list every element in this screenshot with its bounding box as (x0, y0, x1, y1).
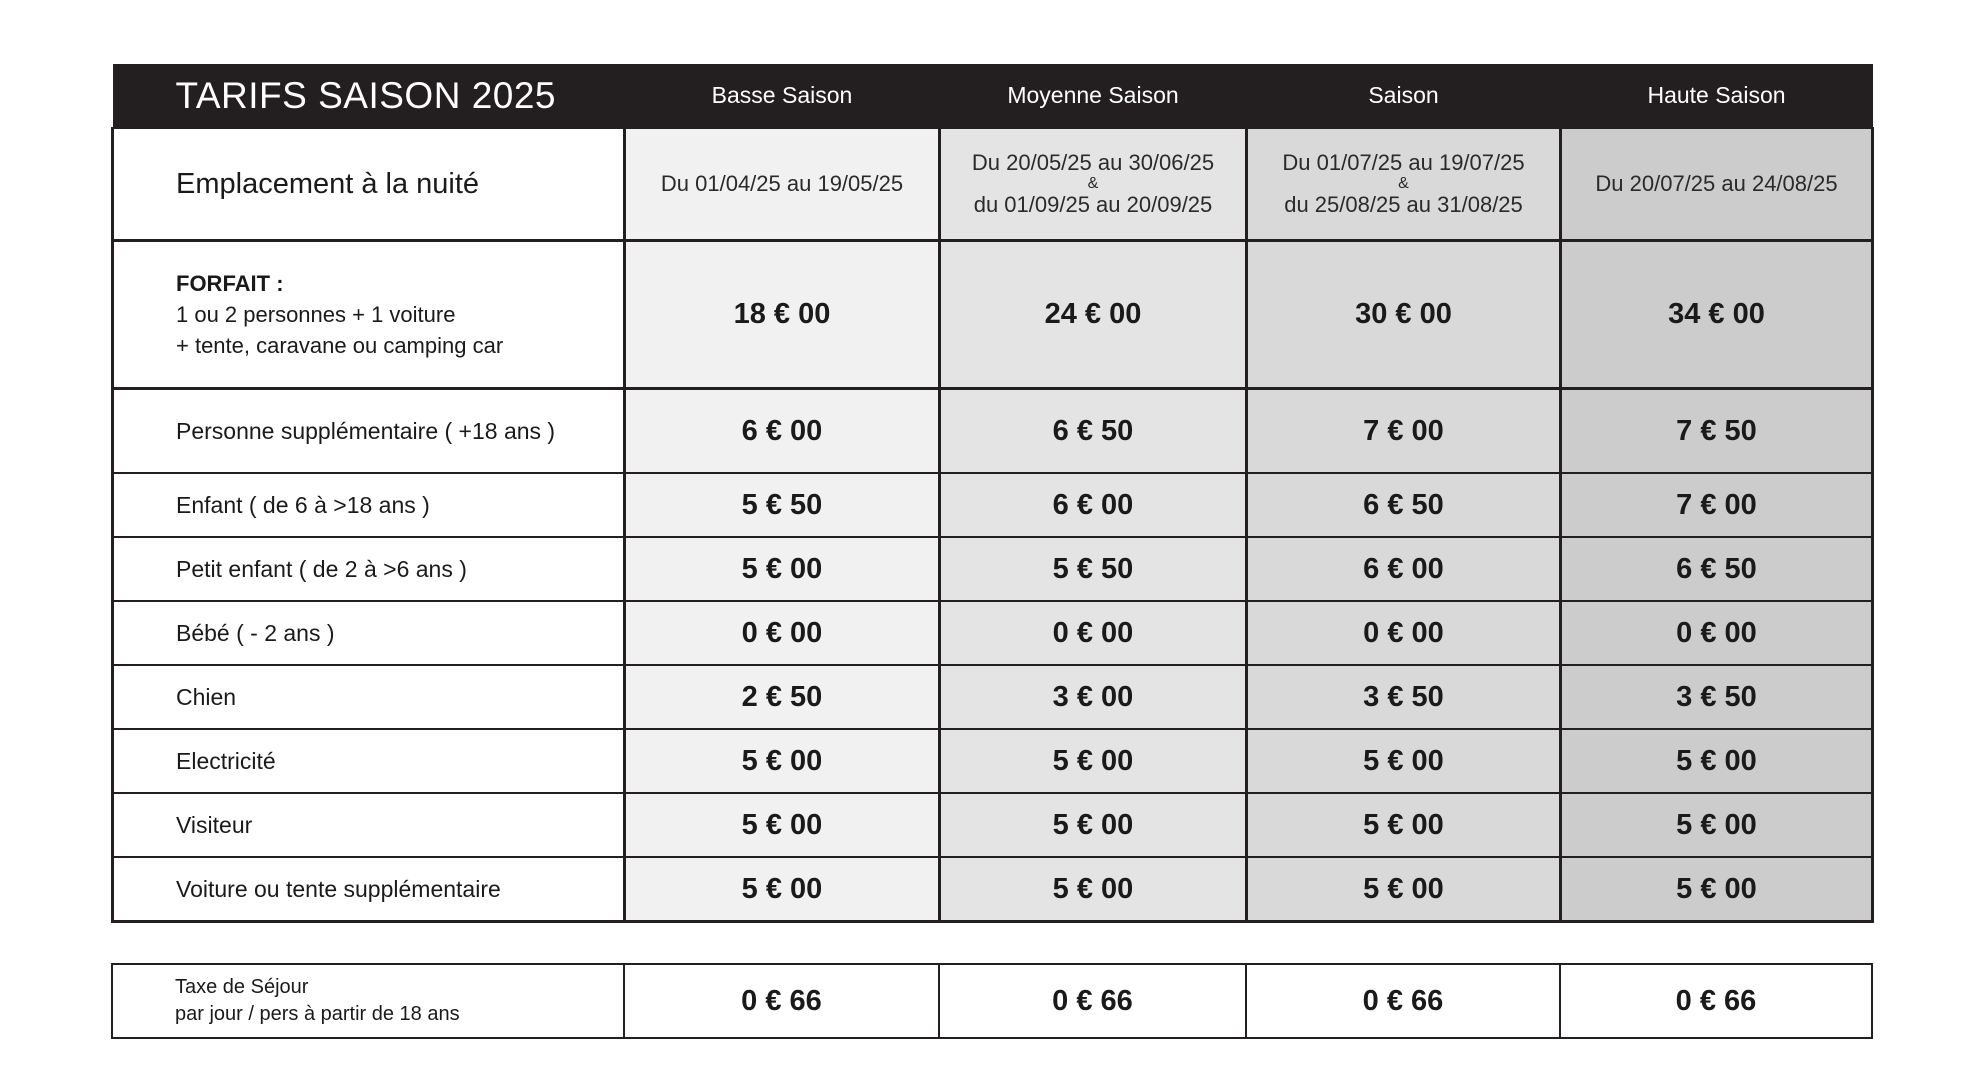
row-label-emplacement: Emplacement à la nuité (113, 128, 625, 241)
date-range-haute: Du 20/07/25 au 24/08/25 (1561, 128, 1873, 241)
price-cell: 5 € 00 (1247, 793, 1561, 857)
tax-label-line-2: par jour / pers à partir de 18 ans (175, 1003, 460, 1025)
price-cell: 30 € 00 (1247, 241, 1561, 389)
date-range-saison-2: du 25/08/25 au 31/08/25 (1284, 192, 1523, 217)
date-range-moyenne-2: du 01/09/25 au 20/09/25 (973, 192, 1213, 217)
price-cell: 3 € 50 (1561, 665, 1873, 729)
dates-row (113, 128, 1873, 241)
row-label: Voiture ou tente supplémentaire (113, 857, 625, 922)
price-cell: 6 € 50 (1247, 473, 1561, 537)
price-cell: 6 € 00 (940, 473, 1247, 537)
price-cell: 0 € 00 (940, 601, 1247, 665)
price-cell: 7 € 00 (1247, 389, 1561, 474)
price-cell: 7 € 50 (1561, 389, 1873, 474)
table-row (113, 665, 1873, 729)
table-row (113, 601, 1873, 665)
price-cell: 6 € 50 (1561, 537, 1873, 601)
forfait-heading: FORFAIT : (176, 271, 284, 296)
price-cell: 3 € 50 (1247, 665, 1561, 729)
table-row (113, 857, 1873, 922)
price-cell: 6 € 00 (625, 389, 940, 474)
price-cell: 2 € 50 (625, 665, 940, 729)
tax-price-cell: 0 € 66 (624, 964, 939, 1038)
forfait-label (113, 241, 625, 389)
price-cell: 5 € 00 (940, 857, 1247, 922)
price-cell: 5 € 00 (940, 793, 1247, 857)
tax-label-line-1: Taxe de Séjour (175, 976, 309, 998)
tax-label (112, 964, 624, 1038)
table-row (113, 793, 1873, 857)
row-label: Electricité (113, 729, 625, 793)
forfait-row (113, 241, 1873, 389)
price-cell: 0 € 00 (1561, 601, 1873, 665)
row-label: Visiteur (113, 793, 625, 857)
row-label: Personne supplémentaire ( +18 ans ) (113, 389, 625, 474)
price-cell: 6 € 50 (940, 389, 1247, 474)
tax-price-cell: 0 € 66 (939, 964, 1246, 1038)
price-cell: 5 € 00 (1247, 857, 1561, 922)
forfait-line-2: + tente, caravane ou camping car (176, 333, 504, 358)
tariff-table (111, 64, 1874, 923)
price-cell: 0 € 00 (1247, 601, 1561, 665)
price-cell: 5 € 00 (1247, 729, 1561, 793)
price-cell: 6 € 00 (1247, 537, 1561, 601)
tax-row (112, 964, 1872, 1038)
row-label: Enfant ( de 6 à >18 ans ) (113, 473, 625, 537)
table-row (113, 473, 1873, 537)
price-cell: 18 € 00 (625, 241, 940, 389)
date-range-basse: Du 01/04/25 au 19/05/25 (625, 128, 940, 241)
price-cell: 5 € 00 (625, 537, 940, 601)
tax-table (111, 963, 1873, 1039)
season-header-moyenne: Moyenne Saison (940, 64, 1247, 128)
date-range-moyenne-1: Du 20/05/25 au 30/06/25 (971, 150, 1215, 175)
season-header-saison: Saison (1247, 64, 1561, 128)
date-range-ampersand: & (1398, 175, 1409, 192)
price-cell: 3 € 00 (940, 665, 1247, 729)
date-range-moyenne (940, 128, 1247, 241)
price-cell: 0 € 00 (625, 601, 940, 665)
price-cell: 5 € 00 (940, 729, 1247, 793)
table-row (113, 729, 1873, 793)
price-cell: 5 € 00 (625, 793, 940, 857)
page-title: TARIFS SAISON 2025 (113, 64, 625, 128)
price-cell: 5 € 00 (625, 857, 940, 922)
price-cell: 5 € 00 (1561, 793, 1873, 857)
date-range-saison-1: Du 01/07/25 au 19/07/25 (1282, 150, 1525, 175)
price-cell: 7 € 00 (1561, 473, 1873, 537)
date-range-ampersand: & (1087, 175, 1099, 192)
price-cell: 5 € 50 (625, 473, 940, 537)
date-range-saison (1247, 128, 1561, 241)
price-cell: 5 € 50 (940, 537, 1247, 601)
tax-price-cell: 0 € 66 (1246, 964, 1560, 1038)
table-row (113, 389, 1873, 474)
season-header-haute: Haute Saison (1561, 64, 1873, 128)
tax-price-cell: 0 € 66 (1560, 964, 1872, 1038)
price-cell: 5 € 00 (1561, 857, 1873, 922)
season-header-basse: Basse Saison (625, 64, 940, 128)
header-row (113, 64, 1873, 128)
price-cell: 5 € 00 (625, 729, 940, 793)
forfait-line-1: 1 ou 2 personnes + 1 voiture (176, 302, 456, 327)
row-label: Chien (113, 665, 625, 729)
price-cell: 24 € 00 (940, 241, 1247, 389)
row-label: Bébé ( - 2 ans ) (113, 601, 625, 665)
price-cell: 34 € 00 (1561, 241, 1873, 389)
table-row (113, 537, 1873, 601)
price-cell: 5 € 00 (1561, 729, 1873, 793)
row-label: Petit enfant ( de 2 à >6 ans ) (113, 537, 625, 601)
